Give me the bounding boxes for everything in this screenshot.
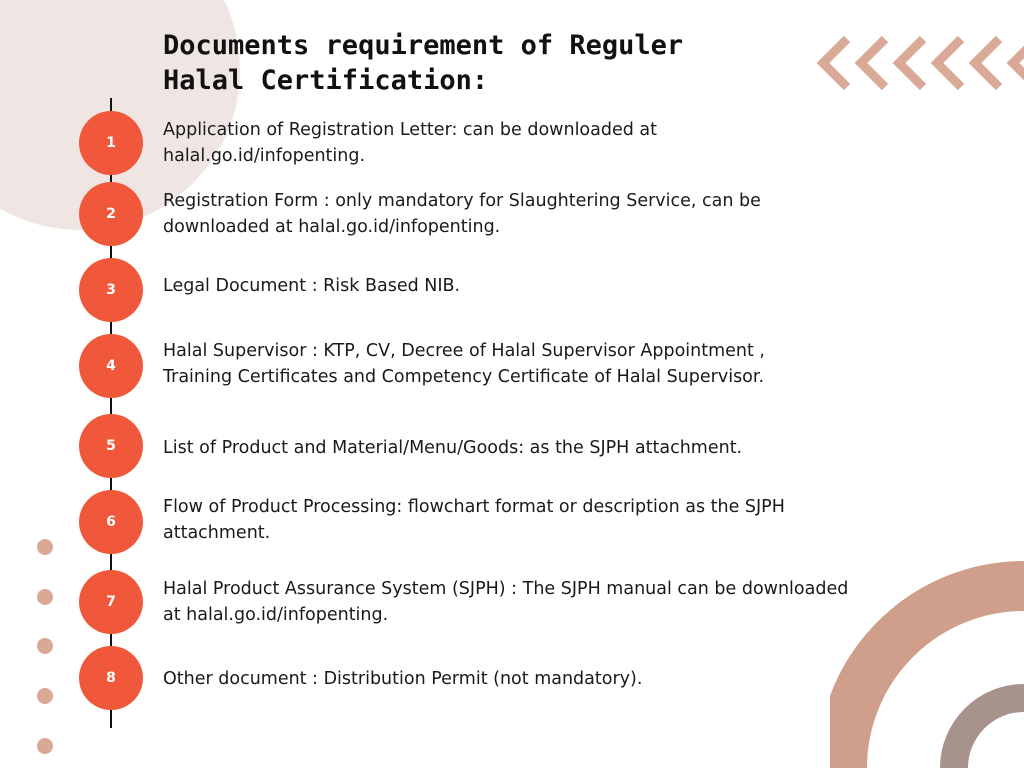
decorative-dot bbox=[37, 638, 53, 654]
chevrons-decoration-icon bbox=[815, 34, 1024, 94]
page-title bbox=[163, 28, 803, 98]
arc-outer-icon bbox=[842, 586, 1024, 768]
step-text-line: List of Product and Material/Menu/Goods: as the SJPH attachment. bbox=[163, 438, 743, 458]
arc-inner-icon bbox=[954, 698, 1024, 768]
decorative-dot bbox=[37, 688, 53, 704]
step-number-badge: 2 bbox=[79, 182, 143, 246]
step-text-line: Other document : Distribution Permit (not mandatory). bbox=[163, 669, 643, 689]
step-description bbox=[163, 188, 953, 240]
step-number-badge: 3 bbox=[79, 258, 143, 322]
step-text-line: Halal Supervisor : KTP, CV, Decree of Halal Supervisor Appointment , bbox=[163, 341, 765, 361]
decorative-dot bbox=[37, 738, 53, 754]
step-description bbox=[163, 273, 953, 299]
step-number-badge: 7 bbox=[79, 570, 143, 634]
step-text-line: Application of Registration Letter: can be downloaded at bbox=[163, 120, 657, 140]
step-text-line: Flow of Product Processing: flowchart format or description as the SJPH bbox=[163, 497, 785, 517]
step-description bbox=[163, 338, 953, 390]
step-text-line: at halal.go.id/infopenting. bbox=[163, 605, 389, 625]
chevron-left-icon bbox=[975, 39, 999, 87]
step-text-line: attachment. bbox=[163, 523, 271, 543]
step-description bbox=[163, 494, 953, 546]
step-number-badge: 4 bbox=[79, 334, 143, 398]
step-number-badge: 5 bbox=[79, 414, 143, 478]
chevron-left-icon bbox=[861, 39, 885, 87]
step-number-badge: 6 bbox=[79, 490, 143, 554]
step-number-badge: 8 bbox=[79, 646, 143, 710]
chevron-left-icon bbox=[899, 39, 923, 87]
step-description bbox=[163, 117, 953, 169]
step-text-line: halal.go.id/infopenting. bbox=[163, 146, 366, 166]
chevron-left-icon bbox=[1013, 39, 1024, 87]
step-text-line: Legal Document : Risk Based NIB. bbox=[163, 276, 461, 296]
step-text-line: Training Certificates and Competency Certificate of Halal Supervisor. bbox=[163, 367, 765, 387]
step-text-line: downloaded at halal.go.id/infopenting. bbox=[163, 217, 501, 237]
decorative-arcs-icon bbox=[830, 560, 1024, 768]
step-text-line: Registration Form : only mandatory for Slaughtering Service, can be bbox=[163, 191, 761, 211]
page-title-line-1: Documents requirement of Reguler bbox=[163, 30, 684, 61]
page-title-line-2: Halal Certification: bbox=[163, 65, 489, 96]
decorative-dot bbox=[37, 539, 53, 555]
chevron-left-icon bbox=[823, 39, 847, 87]
chevron-left-icon bbox=[937, 39, 961, 87]
step-description bbox=[163, 435, 953, 461]
step-text-line: Halal Product Assurance System (SJPH) : The SJPH manual can be downloaded bbox=[163, 579, 849, 599]
step-number-badge: 1 bbox=[79, 111, 143, 175]
decorative-dot bbox=[37, 589, 53, 605]
